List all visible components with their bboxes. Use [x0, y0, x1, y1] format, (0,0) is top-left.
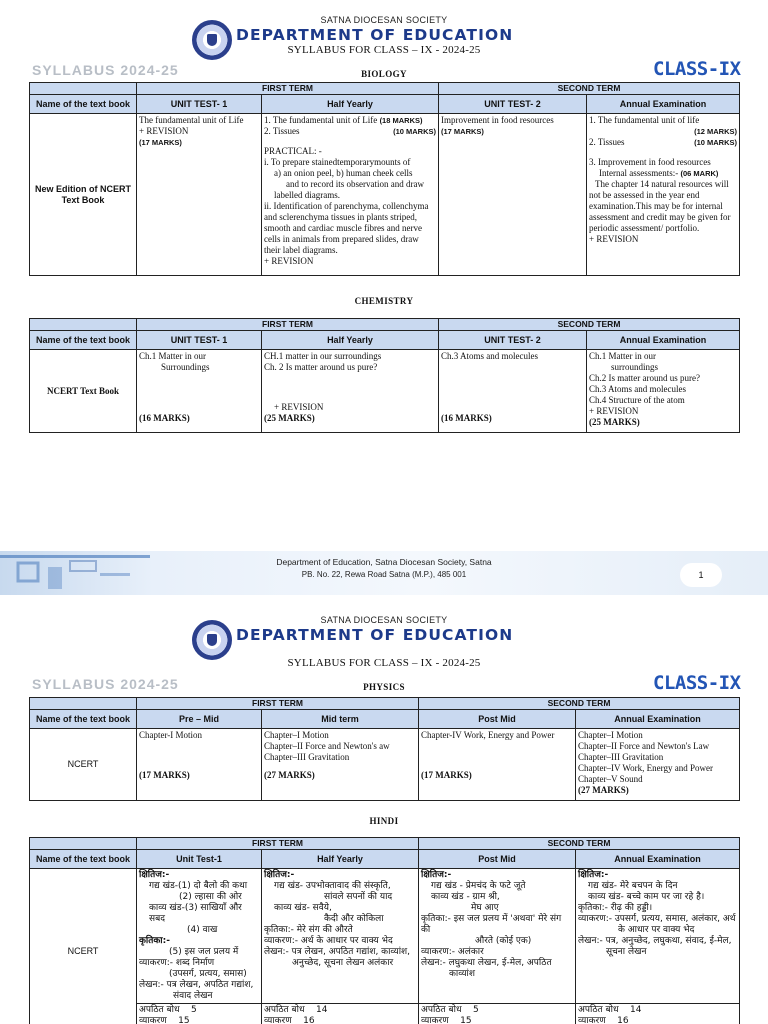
society-name: SATNA DIOCESAN SOCIETY	[320, 615, 448, 625]
column-header: Post Mid	[419, 710, 576, 729]
annual-exam-cell: Chapter–I Motion Chapter–II Force and Newton's Law Chapter–III Gravitation Chapter–IV Work, Energy and Power Chapter–V Sound (27 MARKS)	[576, 729, 740, 801]
department-title: DEPARTMENT OF EDUCATION	[236, 26, 514, 44]
marks-cell: अपठित बोध 5 व्याकरण 15	[419, 1004, 576, 1024]
book-column-header: Name of the text book	[30, 710, 137, 729]
subject-title-biology: BIOLOGY	[361, 69, 407, 79]
unit-test-2-cell: Improvement in food resources (17 MARKS)	[439, 114, 587, 276]
unit-test-1-cell: क्षितिज:- गद्य खंड-(1) दो बैलो की कथा (2) ल्हासा की ओर काव्य खंड-(3) साखियाँ और सबद (4) वाख कृतिका:- (5) इस जल प्रलय में व्याकरण:- शब्द निर्माण (उपसर्ग, प्रत्यय, समास) लेखन:- पत्र लेखन, अपठित गद्यांश, संवाद लेखन	[137, 869, 262, 1004]
column-header: Mid term	[262, 710, 419, 729]
column-header: Annual Examination	[576, 850, 740, 869]
column-header: UNIT TEST- 1	[137, 331, 262, 350]
physics-table	[29, 697, 740, 801]
column-header: UNIT TEST- 1	[137, 95, 262, 114]
subject-title-chemistry: CHEMISTRY	[354, 296, 414, 306]
unit-test-2-cell: Ch.3 Atoms and molecules (16 MARKS)	[439, 350, 587, 433]
syllabus-watermark: SYLLABUS 2024-25	[32, 676, 179, 692]
second-term-header: SECOND TERM	[419, 838, 740, 850]
column-header: Annual Examination	[587, 95, 740, 114]
unit-test-1-cell: The fundamental unit of Life + REVISION (17 MARKS)	[137, 114, 262, 276]
page-number: 1	[680, 563, 722, 587]
column-header: Half Yearly	[262, 331, 439, 350]
annual-exam-cell: क्षितिज:- गद्य खंड- मेरे बचपन के दिन काव्य खंड- बच्चे काम पर जा रहे है। कृतिका:- रीढ़ की हड्डी। व्याकरण:- उपसर्ग, प्रत्यय, समास, अलंकार, अर्थ के आधार पर वाक्य भेद लेखन:- पत्र, अनुच्छेद, लघुकथा, संवाद, ई-मेल, सूचना लेखन	[576, 869, 740, 1004]
annual-exam-cell: Ch.1 Matter in our surroundings Ch.2 Is matter around us pure? Ch.3 Atoms and molecules Ch.4 Structure of the atom + REVISION (25 MARKS)	[587, 350, 740, 433]
column-header: UNIT TEST- 2	[439, 331, 587, 350]
column-header: Unit Test-1	[137, 850, 262, 869]
post-mid-cell: क्षितिज:- गद्य खंड - प्रेमचंद के फटे जूते काव्य खंड - ग्राम श्री, मेघ आए कृतिका:- इस जल प्रलय में 'अथवा' मेरे संग की औरते (कोई एक) व्याकरण:- अलंकार लेखन:- लघुकथा लेखन, ई-मेल, अपठित काव्यांश	[419, 869, 576, 1004]
class-label: CLASS-IX	[653, 672, 741, 694]
textbook-name: NCERT	[30, 869, 137, 1024]
class-label: CLASS-IX	[653, 58, 741, 80]
syllabus-watermark: SYLLABUS 2024-25	[32, 62, 179, 78]
page-footer	[0, 551, 768, 595]
syllabus-line: SYLLABUS FOR CLASS – IX - 2024-25	[287, 44, 481, 56]
pre-mid-cell: Chapter-I Motion (17 MARKS)	[137, 729, 262, 801]
first-term-header: FIRST TERM	[137, 319, 439, 331]
hindi-table	[29, 837, 740, 1024]
first-term-header: FIRST TERM	[137, 698, 419, 710]
column-header: Annual Examination	[576, 710, 740, 729]
subject-title-hindi: HINDI	[369, 816, 399, 826]
footer-address-line2: PB. No. 22, Rewa Road Satna (M.P.), 485 001	[301, 570, 467, 579]
department-title: DEPARTMENT OF EDUCATION	[236, 626, 514, 644]
marks-cell: अपठित बोध 14 व्याकरण 16	[262, 1004, 419, 1024]
book-column-header: Name of the text book	[30, 95, 137, 114]
column-header: Annual Examination	[587, 331, 740, 350]
column-header: Pre – Mid	[137, 710, 262, 729]
mid-term-cell: Chapter–I Motion Chapter–II Force and Newton's aw Chapter–III Gravitation (27 MARKS)	[262, 729, 419, 801]
second-term-header: SECOND TERM	[419, 698, 740, 710]
society-name: SATNA DIOCESAN SOCIETY	[320, 15, 448, 25]
marks-cell: अपठित बोध 5 व्याकरण 15	[137, 1004, 262, 1024]
first-term-header: FIRST TERM	[137, 838, 419, 850]
chemistry-table	[29, 318, 740, 433]
first-term-header: FIRST TERM	[137, 83, 439, 95]
half-yearly-cell: CH.1 matter in our surroundings Ch. 2 Is matter around us pure? + REVISION (25 MARKS)	[262, 350, 439, 433]
column-header: Half Yearly	[262, 95, 439, 114]
annual-exam-cell: 1. The fundamental unit of life (12 MARKS) 2. Tissues (10 MARKS) 3. Improvement in food resources Internal assessments:- (06 MARK) The chapter 14 natural resources will not be assessed in the year end examination.This may be for internal assessment and credit may be given for periodic assessment/ portfolio. + REVISION	[587, 114, 740, 276]
post-mid-cell: Chapter-IV Work, Energy and Power (17 MARKS)	[419, 729, 576, 801]
page-header-2	[0, 612, 768, 672]
textbook-name: New Edition of NCERT Text Book	[30, 114, 137, 276]
column-header: UNIT TEST- 2	[439, 95, 587, 114]
second-term-header: SECOND TERM	[439, 319, 740, 331]
footer-address-line1: Department of Education, Satna Diocesan Society, Satna	[276, 557, 492, 567]
biology-table	[29, 82, 740, 276]
textbook-name: NCERT	[30, 729, 137, 801]
half-yearly-cell: 1. The fundamental unit of Life (18 MARKS) 2. Tissues (10 MARKS) PRACTICAL: - i. To prepare stainedtemporarymounts of a) an onion peel, b) human cheek cells and to record its observation and draw labelled diagrams. ii. Identification of parenchyma, collenchyma and sclerenchyma tissues in plants striped, smooth and cardiac muscle fibres and nerve cells in animals from prepared slides, draw their label diagrams. + REVISION	[262, 114, 439, 276]
education-seal-icon	[192, 620, 232, 660]
second-term-header: SECOND TERM	[439, 83, 740, 95]
textbook-name: NCERT Text Book	[30, 350, 137, 433]
half-yearly-cell: क्षितिज:- गद्य खंड- उपभोक्तावाद की संस्कृति, सांवले सपनों की याद काव्य खंड- सवैये, कैदी और कोकिला कृतिका:- मेरे संग की औरते व्याकरण:- अर्थ के आधार पर वाक्य भेद लेखन:- पत्र लेखन, अपठित गद्यांश, काव्यांश, अनुच्छेद, सूचना लेखन अलंकार	[262, 869, 419, 1004]
unit-test-1-cell: Ch.1 Matter in our Surroundings (16 MARKS)	[137, 350, 262, 433]
subject-title-physics: PHYSICS	[363, 682, 405, 692]
book-column-header: Name of the text book	[30, 850, 137, 869]
column-header: Half Yearly	[262, 850, 419, 869]
book-column-header: Name of the text book	[30, 331, 137, 350]
marks-cell: अपठित बोध 14 व्याकरण 16	[576, 1004, 740, 1024]
column-header: Post Mid	[419, 850, 576, 869]
syllabus-line: SYLLABUS FOR CLASS – IX - 2024-25	[287, 657, 481, 669]
